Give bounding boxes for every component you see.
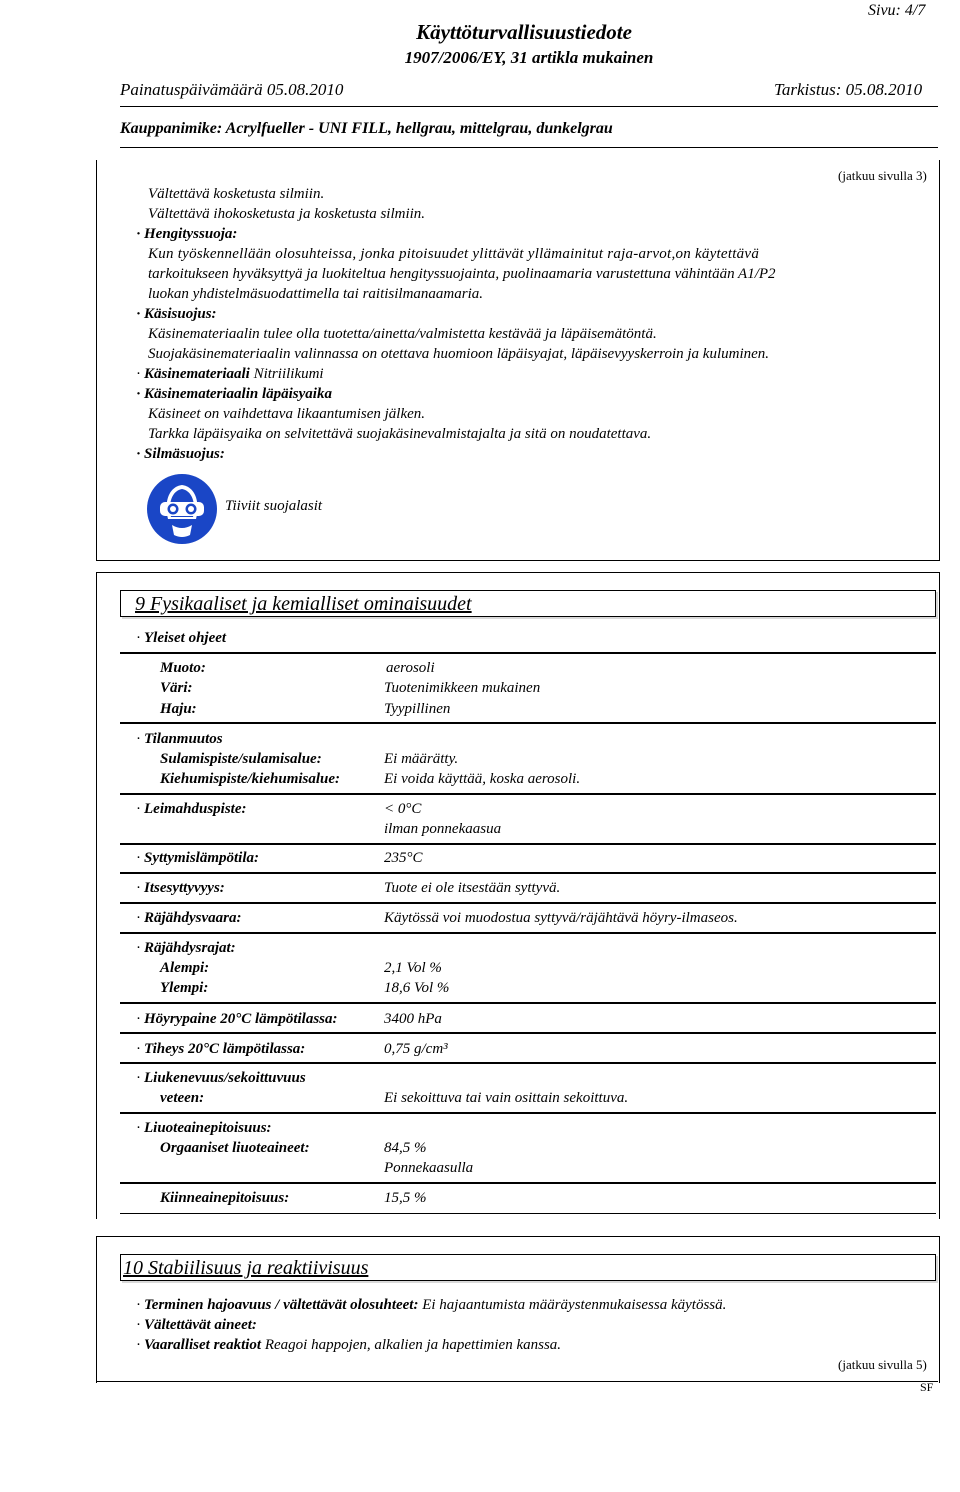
section9-header: 9 Fysikaaliset ja kemialliset ominaisuudet — [120, 590, 936, 617]
print-date: Painatuspäivämäärä 05.08.2010 — [120, 80, 344, 99]
product-name: Kauppanimike: Acrylfueller - UNI FILL, hellgrau, mittelgrau, dunkelgrau — [120, 120, 613, 137]
goggles-icon — [146, 473, 218, 545]
respiratory-text: tarkoitukseen hyväksyttyä ja luokiteltua hengityssuojainta, puolinaamaria varustettuna vähintään A1/P2 — [148, 266, 776, 282]
divider — [120, 1062, 936, 1064]
solvent-content-title: · Liuoteainepitoisuus: — [136, 1120, 272, 1136]
organic-solvents-value: 84,5 % — [384, 1140, 427, 1156]
solubility-label: · Liukenevuus/sekoittuvuus — [136, 1070, 306, 1086]
respiratory-text: luokan yhdistelmäsuodattimella tai raitisilmanaamaria. — [148, 286, 483, 302]
divider — [120, 872, 936, 874]
explosion-danger-value: Käytössä voi muodostua syttyvä/räjähtävä höyry-ilmaseos. — [384, 910, 738, 926]
explosion-limits-title: · Räjähdysrajat: — [136, 940, 236, 956]
solubility-label-water: veteen: — [160, 1090, 205, 1106]
continued-to: (jatkuu sivulla 5) — [838, 1357, 927, 1372]
eye-contact-note: Vältettävä kosketusta silmiin. — [148, 186, 325, 202]
skin-contact-note: Vältettävä ihokosketusta ja kosketusta silmiin. — [148, 206, 426, 222]
odor-value: Tyypillinen — [384, 701, 451, 717]
respiratory-title: · Hengityssuoja: — [136, 226, 238, 242]
continued-from: (jatkuu sivulla 3) — [838, 168, 927, 183]
dangerous-reactions: · Vaaralliset reaktiot Reagoi happojen, alkalien ja hapettimien kanssa. — [136, 1337, 562, 1353]
upper-limit-label: Ylempi: — [160, 980, 209, 996]
document-title: Käyttöturvallisuustiedote — [416, 20, 632, 44]
general-info-title: · Yleiset ohjeet — [136, 630, 227, 646]
flash-point-label: · Leimahduspiste: — [136, 801, 247, 817]
self-ignition-label: · Itsesyttyvyys: — [136, 880, 225, 896]
divider — [120, 1002, 936, 1004]
divider — [120, 1112, 936, 1114]
hand-protection-title: · Käsisuojus: — [136, 306, 217, 322]
divider — [120, 932, 936, 934]
melting-point-label: Sulamispiste/sulamisalue: — [160, 751, 322, 767]
color-label: Väri: — [160, 680, 193, 696]
glove-material: · Käsinemateriaali Nitriilikumi — [136, 366, 324, 382]
thermal-decomposition: · Terminen hajoavuus / vältettävät olosuhteet: Ei hajaantumista määräystenmukaisessa käytössä. — [136, 1297, 727, 1313]
lower-limit-label: Alempi: — [160, 960, 210, 976]
explosion-danger-label: · Räjähdysvaara: — [136, 910, 242, 926]
boiling-point-value: Ei voida käyttää, koska aerosoli. — [384, 771, 581, 787]
organic-solvents-label: Orgaaniset liuoteaineet: — [160, 1140, 310, 1156]
vapour-pressure-value: 3400 hPa — [384, 1011, 442, 1027]
glove-penetration-title: · Käsinemateriaalin läpäisyaika — [136, 386, 332, 402]
solids-content-value: 15,5 % — [384, 1190, 427, 1206]
form-label: Muoto: — [160, 660, 206, 676]
state-change-title: · Tilanmuutos — [136, 731, 223, 747]
flash-point-note: ilman ponnekaasua — [384, 821, 502, 837]
ignition-temp-value: 235°C — [384, 850, 423, 866]
header-divider — [120, 106, 938, 107]
divider — [120, 722, 936, 724]
odor-label: Haju: — [160, 701, 197, 717]
divider — [120, 652, 936, 654]
organic-solvents-note: Ponnekaasulla — [384, 1160, 474, 1176]
footer-divider — [96, 1381, 938, 1382]
document-subtitle: 1907/2006/EY, 31 artikla mukainen — [404, 48, 654, 67]
section10-header: 10 Stabiilisuus ja reaktiivisuus — [120, 1254, 936, 1281]
divider — [120, 843, 936, 845]
divider — [120, 902, 936, 904]
glove-penetration-text: Käsineet on vaihdettava likaantumisen jälken. — [148, 406, 426, 422]
self-ignition-value: Tuote ei ole itsestään syttyvä. — [384, 880, 561, 896]
form-value: aerosoli — [386, 660, 435, 676]
revision-date: Tarkistus: 05.08.2010 — [774, 80, 923, 99]
footer-language-code: SF — [920, 1380, 934, 1394]
upper-limit-value: 18,6 Vol % — [384, 980, 450, 996]
ignition-temp-label: · Syttymislämpötila: — [136, 850, 259, 866]
header-divider-2 — [120, 147, 938, 148]
color-value: Tuotenimikkeen mukainen — [384, 680, 541, 696]
materials-to-avoid: · Vältettävät aineet: — [136, 1317, 257, 1333]
vapour-pressure-label: · Höyrypaine 20°C lämpötilassa: — [136, 1011, 338, 1027]
divider — [120, 1032, 936, 1034]
density-value: 0,75 g/cm³ — [384, 1041, 448, 1057]
density-label: · Tiheys 20°C lämpötilassa: — [136, 1041, 306, 1057]
respiratory-text: Kun työskennellään olosuhteissa, jonka pitoisuudet ylittävät yllämainitut raja-arvot,on käytettävä — [148, 246, 760, 262]
divider — [120, 1182, 936, 1184]
melting-point-value: Ei määrätty. — [384, 751, 459, 767]
divider — [120, 793, 936, 795]
eye-protection-value: Tiiviit suojalasit — [225, 498, 323, 514]
boiling-point-label: Kiehumispiste/kiehumisalue: — [160, 771, 341, 787]
hand-protection-text: Suojakäsinemateriaalin valinnassa on otettava huomioon läpäisyajat, läpäisevyyskerroin ja kuluminen. — [148, 346, 770, 362]
solids-content-label: Kiinneainepitoisuus: — [160, 1190, 290, 1206]
hand-protection-text: Käsinemateriaalin tulee olla tuotetta/ainetta/valmistetta kestävää ja läpäisemätöntä. — [148, 326, 657, 342]
flash-point-value: < 0°C — [384, 801, 422, 817]
eye-protection-title: · Silmäsuojus: — [136, 446, 225, 462]
glove-penetration-text: Tarkka läpäisyaika on selvitettävä suojakäsinevalmistajalta ja sitä on noudatettava. — [148, 426, 652, 442]
solubility-value: Ei sekoittuva tai vain osittain sekoittuva. — [384, 1090, 629, 1106]
page-number: Sivu: 4/7 — [868, 2, 926, 19]
divider — [120, 1213, 936, 1214]
lower-limit-value: 2,1 Vol % — [384, 960, 442, 976]
